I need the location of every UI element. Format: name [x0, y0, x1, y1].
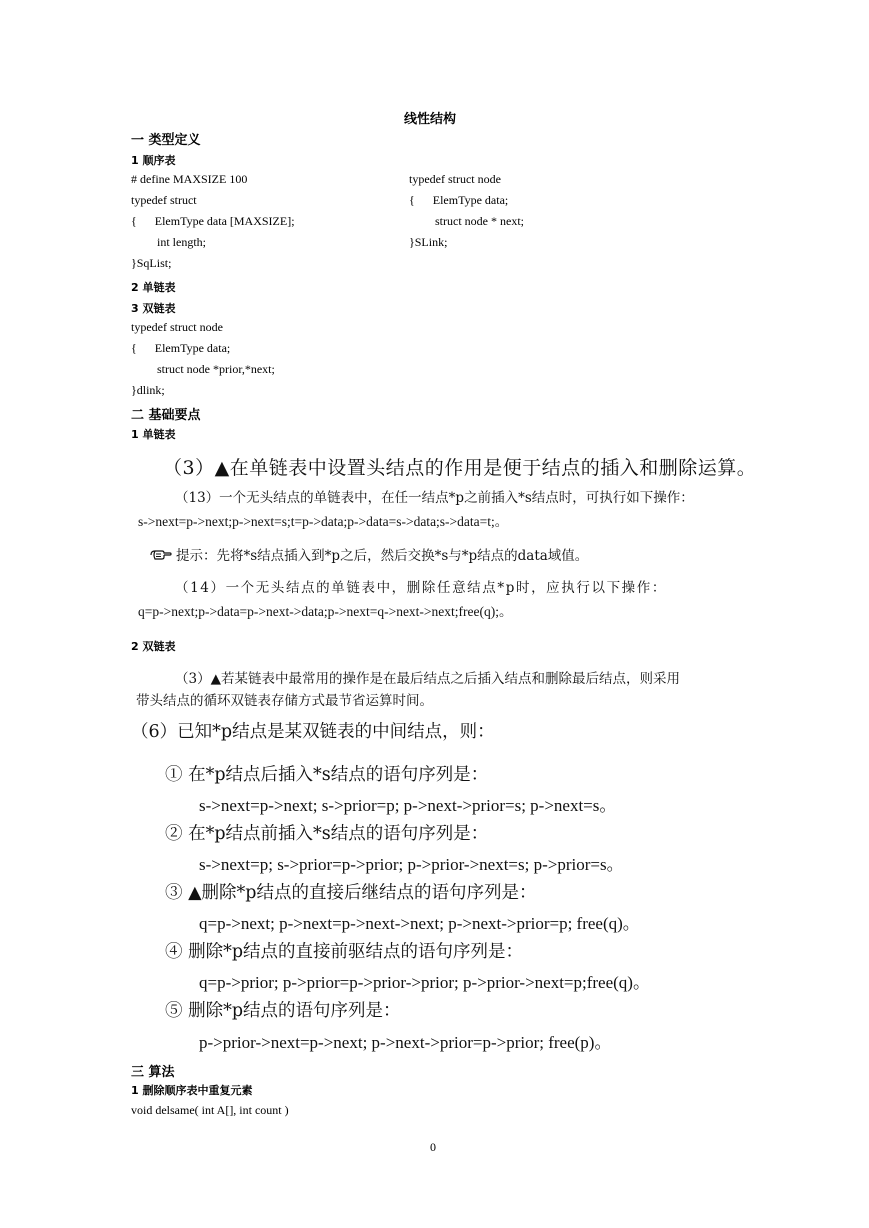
- subsection-heading-singly-linked-list: 2 单链表: [131, 281, 176, 294]
- subsection-heading-doubly-linked-list: 3 双链表: [131, 302, 176, 315]
- page-title: 线性结构: [404, 112, 457, 127]
- code-line: # define MAXSIZE 100: [131, 172, 248, 186]
- note-insert-before: （13）一个无头结点的单链表中，在任一结点*p之前插入*s结点时，可执行如下操作：: [175, 490, 694, 506]
- note-middle-node: （6）已知*p结点是某双链表的中间结点，则：: [131, 722, 495, 742]
- list-item-label: ④ 删除*p结点的直接前驱结点的语句序列是：: [165, 942, 524, 962]
- list-item-code: q=p->next; p->next=p->next->next; p->next->prior=p; free(q)。: [199, 914, 640, 933]
- code-line: void delsame( int A[], int count ): [131, 1103, 289, 1117]
- section-heading-algorithms: 三 算法: [131, 1065, 175, 1080]
- subsection-heading-sequential-list: 1 顺序表: [131, 154, 176, 167]
- tip-line: [150, 544, 588, 564]
- subsection-heading-singly-linked-list: 1 单链表: [131, 428, 176, 441]
- subsection-heading-remove-duplicates: 1 删除顺序表中重复元素: [131, 1084, 253, 1097]
- list-item-code: s->next=p; s->prior=p->prior; p->prior->next=s; p->prior=s。: [199, 855, 624, 874]
- subsection-heading-doubly-linked-list: 2 双链表: [131, 640, 176, 653]
- list-item-label: ② 在*p结点前插入*s结点的语句序列是：: [165, 824, 489, 844]
- code-line: }SqList;: [131, 256, 172, 270]
- code-line: { ElemType data [MAXSIZE];: [131, 214, 295, 228]
- code-line: }dlink;: [131, 383, 165, 397]
- code-insert-before: s->next=p->next;p->next=s;t=p->data;p->data=s->data;s->data=t;。: [138, 514, 509, 529]
- list-item-label: ① 在*p结点后插入*s结点的语句序列是：: [165, 765, 489, 785]
- section-heading-key-points: 二 基础要点: [131, 408, 201, 423]
- code-delete-any: q=p->next;p->data=p->next->data;p->next=q->next->next;free(q);。: [138, 604, 513, 619]
- page-number: 0: [430, 1140, 436, 1154]
- code-line: }SLink;: [409, 235, 448, 249]
- code-line: int length;: [157, 235, 206, 249]
- list-item-code: p->prior->next=p->next; p->next->prior=p->prior; free(p)。: [199, 1033, 612, 1052]
- code-line: { ElemType data;: [409, 193, 509, 207]
- tip-text: 提示：先将*s结点插入到*p之后，然后交换*s与*p结点的data域值。: [176, 548, 589, 564]
- list-item-label: ③ ▲删除*p结点的直接后继结点的语句序列是：: [165, 883, 537, 903]
- note-head-node-purpose: （3）▲在单链表中设置头结点的作用是便于结点的插入和删除运算。: [163, 457, 757, 479]
- code-line: typedef struct node: [409, 172, 501, 186]
- note-circular-list-line1: （3）▲若某链表中最常用的操作是在最后结点之后插入结点和删除最后结点，则采用: [175, 671, 680, 687]
- code-line: { ElemType data;: [131, 341, 231, 355]
- code-line: typedef struct: [131, 193, 197, 207]
- code-line: typedef struct node: [131, 320, 223, 334]
- list-item-code: s->next=p->next; s->prior=p; p->next->prior=s; p->next=s。: [199, 796, 617, 815]
- note-delete-any: （14）一个无头结点的单链表中，删除任意结点*p时，应执行以下操作：: [175, 580, 667, 596]
- code-line: struct node * next;: [435, 214, 524, 228]
- pointing-hand-icon: [150, 548, 172, 562]
- note-circular-list-line2: 带头结点的循环双链表存储方式最节省运算时间。: [136, 693, 433, 709]
- list-item-code: q=p->prior; p->prior=p->prior->prior; p->prior->next=p;free(q)。: [199, 973, 650, 992]
- list-item-label: ⑤ 删除*p结点的语句序列是：: [165, 1001, 401, 1021]
- code-line: struct node *prior,*next;: [157, 362, 275, 376]
- section-heading-type-definitions: 一 类型定义: [131, 133, 201, 148]
